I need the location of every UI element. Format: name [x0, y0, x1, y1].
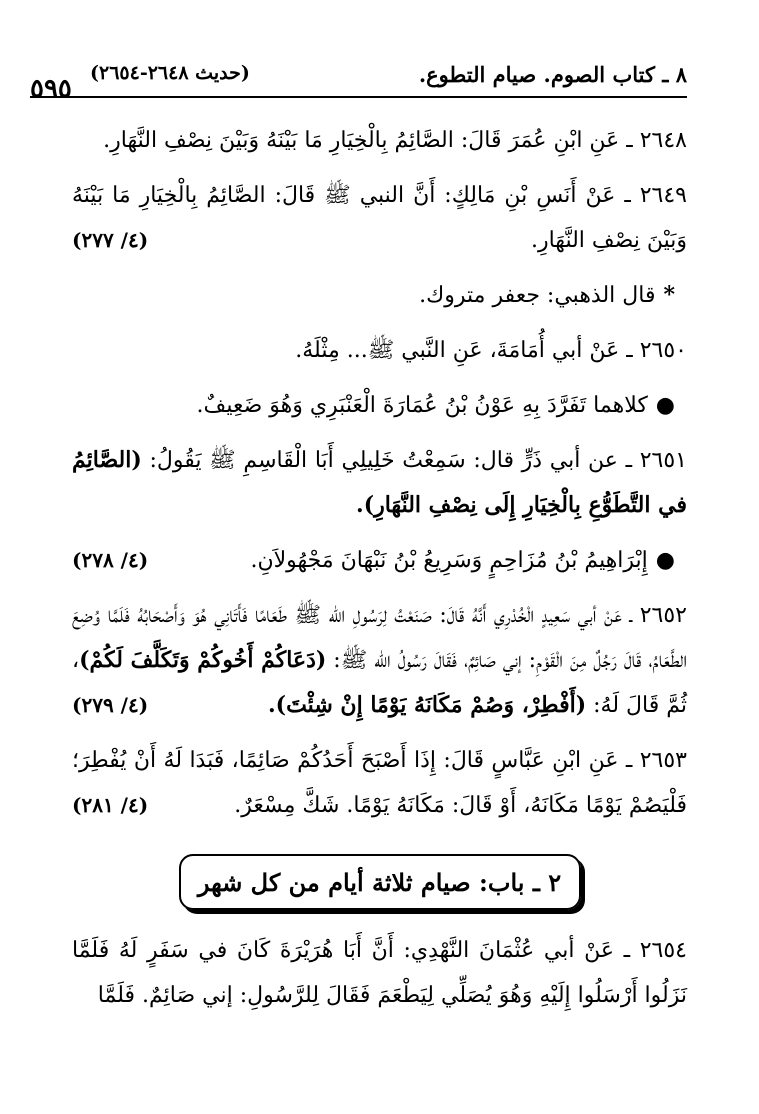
hadith-text: ـ عَنْ أبي سَعِيدٍ الْخُدْرِي أَنَّهُ قَالَ: صَنَعْتُ لِرَسُولِ الله ﷺ طَعَامًا فَأَتَانِي هُوَ وَأَصْحَابُهُ فَلَمَّا وُضِعَ الطَّعَامُ، قَالَ رَجُلٌ مِنَ الْقَوْمِ: إني صَائِمٌ، فَقَالَ رَسُولُ الله ﷺ:: [72, 603, 687, 673]
hadith-text: ـ عَنْ أبي عُثْمَانَ النَّهْدِي: أَنَّ أَبَا هُرَيْرَةَ كَانَ في سَفَرٍ لَهُ فَلَمَّا نَزَلُوا أَرْسَلُوا إِلَيْهِ وَهُوَ يُصَلِّي لِيَطْعَمَ فَقَالَ لِلرَّسُولِ: إني صَائِمٌ. فَلَمَّا: [72, 938, 687, 1008]
hadith-number: ٢٦٤٩: [639, 183, 687, 208]
chapter-title: ٨ ـ كتاب الصوم. صيام التطوع.: [418, 62, 687, 87]
note-text: إِبْرَاهِيمُ بْنُ مُزَاحِمٍ وَسَرِيعُ بْنُ نَبْهَانَ مَجْهُولاَنِ.: [250, 548, 648, 573]
bullet-icon: ●: [655, 392, 675, 418]
page-body: [72, 118, 687, 1028]
hadith-number: ٢٦٥٢: [639, 603, 687, 628]
hadith-2649: [72, 173, 687, 263]
source-reference: (٤/ ٢٧٧): [72, 228, 149, 252]
hadith-number: ٢٦٥١: [639, 448, 687, 473]
note-marker: *: [663, 282, 675, 308]
hadith-2648: [72, 118, 687, 163]
hadith-number: ٢٦٥٣: [639, 748, 687, 773]
prophetic-quote: (الصَّائِمُ في التَّطَوُّعِ بِالْخِيَارِ إِلَى نِصْفِ النَّهَارِ).: [72, 447, 687, 518]
chapter-heading-box: [179, 854, 581, 910]
dhahabi-note: [72, 273, 687, 318]
prophetic-quote: (أَفْطِرْ، وَصُمْ مَكَانَهُ يَوْمًا إِنْ شِئْتَ).: [268, 692, 587, 718]
page-number: ٥٩٥: [30, 74, 72, 104]
chapter-heading: ٢ ـ باب: صيام ثلاثة أيام من كل شهر: [197, 867, 562, 897]
hadith-number: ٢٦٥٤: [639, 938, 687, 963]
hadith-text: ـ عن أبي ذَرٍّ قال: سَمِعْتُ خَلِيلِي أَبَا الْقَاسِمِ ﷺ يَقُولُ:: [149, 448, 633, 473]
source-reference: (٤/ ٢٧٩): [72, 693, 149, 717]
hadith-range: (حديث ٢٦٤٨-٢٦٥٤): [90, 62, 250, 84]
hadith-2652: [72, 593, 687, 728]
hadith-2650: [72, 328, 687, 373]
bullet-icon: ●: [655, 547, 675, 573]
note-text: قال الذهبي: جعفر متروك.: [419, 283, 656, 308]
running-header: [30, 58, 687, 98]
source-reference: (٤/ ٢٧٨): [72, 548, 149, 572]
hadith-text: ـ عَنْ أَنَسِ بْنِ مَالِكٍ: أَنَّ النبي ﷺ قَالَ: الصَّائِمُ بِالْخِيَارِ مَا بَيْنَهُ وَبَيْنَ نِصْفِ النَّهَارِ.: [72, 183, 687, 253]
hadith-text-continued: ، ثُمَّ قَالَ لَهُ:: [71, 648, 687, 718]
hadith-text: ـ عَنِ ابْنِ عُمَرَ قَالَ: الصَّائِمُ بِالْخِيَارِ مَا بَيْنَهُ وَبَيْنَ نِصْفِ النَّهَارِ.: [103, 128, 633, 153]
hadith-number: ٢٦٥٠: [639, 338, 687, 363]
hadith-2651: [72, 438, 687, 528]
note-text: كلاهما تَفَرَّدَ بِهِ عَوْنُ بْنُ عُمَارَةَ الْعَنْبَرِي وَهُوَ ضَعِيفٌ.: [196, 393, 648, 418]
hadith-number: ٢٦٤٨: [639, 128, 687, 153]
source-reference: (٤/ ٢٨١): [72, 793, 149, 817]
hadith-text: ـ عَنِ ابْنِ عَبَّاسٍ قَالَ: إِذَا أَصْبَحَ أَحَدُكُمْ صَائِمًا، فَبَدَا لَهُ أَنْ يُفْطِرَ؛ فَلْيَصُمْ يَوْمًا مَكَانَهُ، أَوْ قَالَ: مَكَانَهُ يَوْمًا. شَكَّ مِسْعَرٌ.: [72, 748, 687, 818]
prophetic-quote: (دَعَاكُمْ أَخُوكُمْ وَتَكَلَّفَ لَكُمْ): [79, 647, 327, 673]
hadith-text: ـ عَنْ أبي أُمَامَةَ، عَنِ النَّبي ﷺ... مِثْلَهُ.: [295, 338, 633, 363]
narrators-note: [72, 538, 687, 583]
hadith-2653: [72, 738, 687, 828]
hadith-2654: [72, 928, 687, 1018]
grading-note: [72, 383, 687, 428]
